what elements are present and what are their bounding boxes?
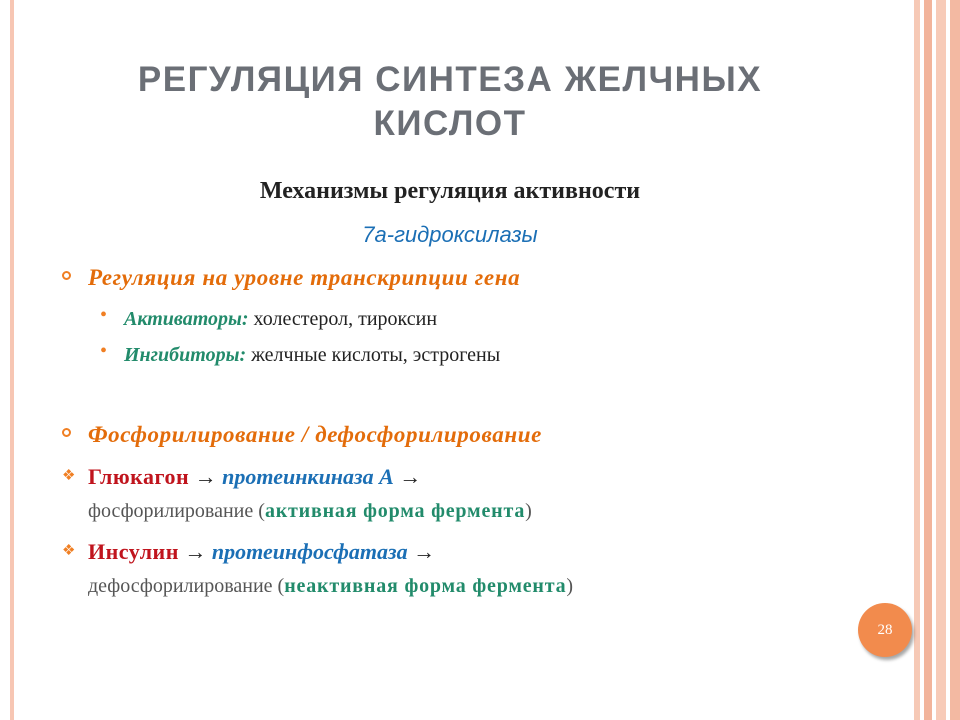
page-number-badge: 28 [858, 603, 912, 657]
list-item-inhibitors [124, 344, 500, 367]
arrow-text: → [189, 464, 223, 489]
section2-heading: Фосфорилирование / дефосфорилирование [88, 422, 542, 447]
insulin-result-line [88, 575, 573, 598]
list-item-insulin [88, 539, 435, 565]
phosphorylation-text: фосфорилирование ( [88, 500, 265, 522]
close-paren: ) [566, 575, 574, 597]
right-decorative-stripes [914, 0, 960, 720]
inhibitors-text: желчные кислоты, эстрогены [246, 344, 501, 366]
insulin-label: Инсулин [88, 539, 179, 564]
protein-kinase-label: протеинкиназа А [222, 464, 394, 489]
arrow-text: → [393, 464, 422, 489]
inactive-form-text: неактивная форма фермента [284, 575, 567, 597]
protein-phosphatase-label: протеинфосфатаза [211, 539, 408, 564]
slide-title-line1: РЕГУЛЯЦИЯ СИНТЕЗА ЖЕЛЧНЫХ [137, 60, 763, 99]
glucagon-label: Глюкагон [88, 464, 190, 489]
slide-title [60, 58, 840, 146]
close-paren: ) [525, 500, 532, 522]
section1-heading: Регуляция на уровне транскрипции гена [88, 265, 521, 290]
list-item-glucagon [88, 464, 421, 490]
active-form-text: активная форма фермента [264, 500, 526, 522]
activators-text: холестерол, тироксин [248, 308, 438, 330]
diamond-bullet-icon: ❖ [62, 543, 76, 559]
diamond-bullet-icon: ❖ [62, 468, 76, 484]
dephosphorylation-text: дефосфорилирование ( [88, 575, 285, 597]
glucagon-result-line [88, 500, 532, 523]
inhibitors-label: Ингибиторы: [124, 344, 247, 366]
arrow-text: → [178, 539, 212, 564]
arrow-text: → [407, 539, 436, 564]
activators-label: Активаторы: [124, 308, 249, 330]
left-border-line [10, 0, 14, 720]
dot-bullet-icon: • [100, 340, 108, 362]
ring-bullet-icon [62, 271, 71, 280]
subtitle-line2: 7а-гидроксилазы [362, 222, 538, 247]
slide-title-line2: КИСЛОТ [373, 104, 527, 143]
ring-bullet-icon [62, 428, 71, 437]
subtitle-line1: Механизмы регуляция активности [259, 178, 641, 204]
dot-bullet-icon: • [100, 304, 108, 326]
list-item-activators [124, 308, 437, 331]
